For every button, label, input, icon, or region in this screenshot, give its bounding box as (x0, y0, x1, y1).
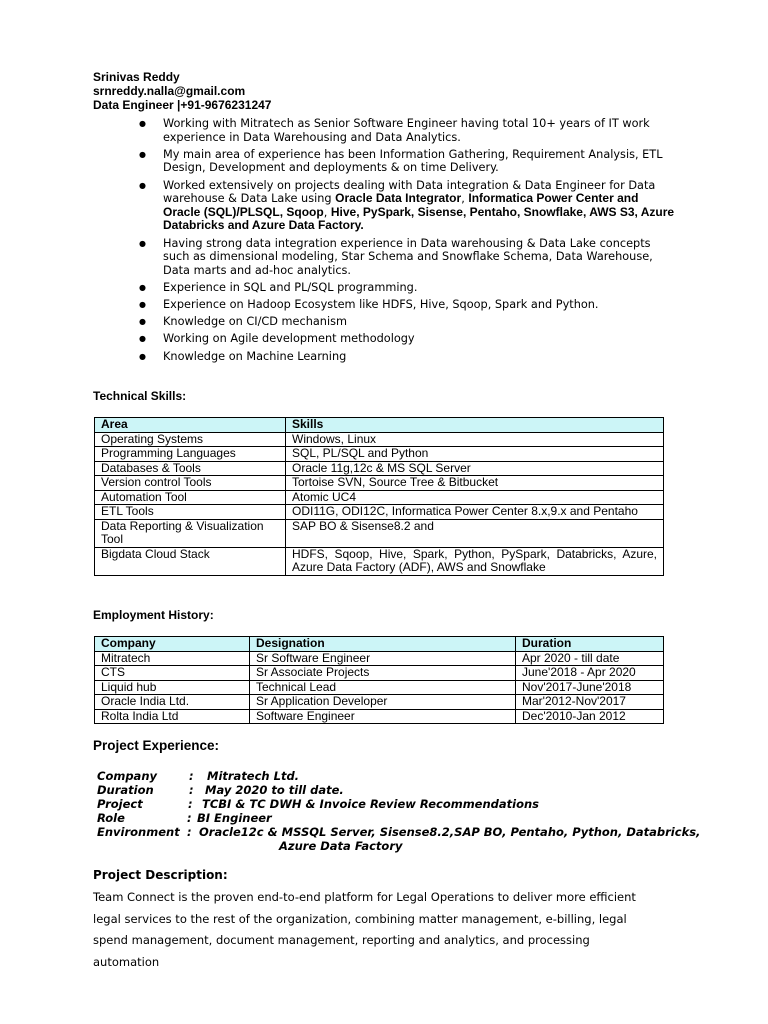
summary-item: ● Working with Mitratech as Senior Software Engineer having total 10+ years of IT work experience in Data Warehousing and Data Analytics. (139, 117, 679, 144)
employer-company: Rolta India Ltd (95, 709, 250, 724)
table-row (95, 709, 664, 724)
table-row (95, 461, 664, 476)
project-experience-title: Project Experience: (93, 738, 220, 753)
project-company-value: Mitratech Ltd. (207, 769, 300, 783)
skill-area: Data Reporting & Visualization Tool (95, 519, 286, 547)
project-company-label: Company (97, 769, 157, 783)
colon-separator: : (188, 797, 193, 811)
skill-value: Windows, Linux (286, 432, 664, 447)
colon-separator: : (189, 769, 194, 783)
project-role-value: BI Engineer (197, 811, 272, 825)
column-header-duration: Duration (516, 637, 664, 652)
project-description-text: Team Connect is the proven end-to-end platform for Legal Operations to deliver more efficient legal services to the rest of the organization, combining matter management, e-billing, legal spend management, document management, reporting and analytics, and processing automation (93, 890, 636, 970)
table-row (95, 680, 664, 695)
skill-area: Version control Tools (95, 476, 286, 491)
column-header-area: Area (95, 418, 286, 433)
skill-value: SAP BO & Sisense8.2 and (286, 519, 664, 547)
resume-header (93, 70, 271, 112)
employer-designation: Software Engineer (250, 709, 516, 724)
summary-item (139, 179, 679, 233)
skill-area: Databases & Tools (95, 461, 286, 476)
project-environment-label: Environment (97, 825, 180, 839)
summary-text: Worked extensively on projects dealing with Data integration & Data Engineer for Data warehouse & Data Lake using (163, 178, 656, 206)
summary-item: ● Working on Agile development methodology (139, 332, 679, 346)
summary-list (139, 117, 679, 367)
project-role-label: Role (97, 811, 125, 825)
table-row (95, 695, 664, 710)
summary-tech-odi: Oracle Data Integrator (335, 191, 462, 206)
employer-duration: Apr 2020 - till date (516, 651, 664, 666)
summary-item: ● Having strong data integration experience in Data warehousing & Data Lake concepts such as dimensional modeling, Star Schema and Snowflake Schema, Data Warehouse, Data marts and ad-hoc analytics. (139, 237, 679, 278)
technical-skills-title: Technical Skills: (93, 389, 187, 403)
employer-duration: Nov'2017-June'2018 (516, 680, 664, 695)
column-header-skills: Skills (286, 418, 664, 433)
table-row (95, 432, 664, 447)
colon-separator: : (187, 811, 192, 825)
skill-area: ETL Tools (95, 505, 286, 520)
employer-designation: Sr Software Engineer (250, 651, 516, 666)
employer-designation: Sr Associate Projects (250, 666, 516, 681)
employer-company: Mitratech (95, 651, 250, 666)
employer-designation: Sr Application Developer (250, 695, 516, 710)
summary-tech-informatica: Informatica Power Center and Oracle (SQL)/PLSQL, Sqoop (163, 191, 639, 219)
technical-skills-table (94, 417, 664, 576)
summary-item: ● Experience on Hadoop Ecosystem like HDFS, Hive, Sqoop, Spark and Python. (139, 298, 679, 312)
skill-value: ODI11G, ODI12C, Informatica Power Center 8.x,9.x and Pentaho (286, 505, 664, 520)
employer-company: Oracle India Ltd. (95, 695, 250, 710)
column-header-company: Company (95, 637, 250, 652)
summary-sep: , (323, 205, 331, 219)
skill-area: Programming Languages (95, 447, 286, 462)
skill-value: Oracle 11g,12c & MS SQL Server (286, 461, 664, 476)
project-duration-value: May 2020 to till date. (205, 783, 344, 797)
skill-area: Bigdata Cloud Stack (95, 547, 286, 575)
table-row (95, 505, 664, 520)
project-environment-value: Oracle12c & MSSQL Server, Sisense8.2,SAP BO, Pentaho, Python, Databricks, (199, 825, 701, 839)
table-header-row (95, 418, 664, 433)
employment-history-table (94, 636, 664, 724)
summary-item: ● Knowledge on CI/CD mechanism (139, 315, 679, 329)
summary-item: ● Knowledge on Machine Learning (139, 350, 679, 364)
table-row (95, 547, 664, 575)
table-row (95, 476, 664, 491)
table-row (95, 651, 664, 666)
employer-duration: Mar'2012-Nov'2017 (516, 695, 664, 710)
project-name-value: TCBI & TC DWH & Invoice Review Recommendations (202, 797, 540, 811)
summary-item: ● Experience in SQL and PL/SQL programming. (139, 281, 679, 295)
colon-separator: : (187, 825, 192, 839)
skill-value: Atomic UC4 (286, 490, 664, 505)
project-description-title: Project Description: (93, 868, 228, 882)
project-name-label: Project (97, 797, 143, 811)
employer-duration: June'2018 - Apr 2020 (516, 666, 664, 681)
skill-value: Tortoise SVN, Source Tree & Bitbucket (286, 476, 664, 491)
summary-item: ● My main area of experience has been Information Gathering, Requirement Analysis, ETL Design, Development and deployments & on time Delivery. (139, 148, 679, 175)
skill-value: HDFS, Sqoop, Hive, Spark, Python, PySpark, Databricks, Azure, Azure Data Factory (ADF), AWS and Snowflake (286, 547, 664, 575)
colon-separator: : (189, 783, 194, 797)
table-row (95, 490, 664, 505)
table-header-row (95, 637, 664, 652)
employer-designation: Technical Lead (250, 680, 516, 695)
summary-sep: , (461, 192, 469, 206)
project-environment-value-continued: Azure Data Factory (279, 839, 403, 853)
summary-tech-stack: Hive, PySpark, Sisense, Pentaho, Snowflake, AWS S3, Azure Databricks and Azure Data Factory. (163, 204, 675, 233)
skill-area: Operating Systems (95, 432, 286, 447)
employer-company: Liquid hub (95, 680, 250, 695)
employment-history-title: Employment History: (93, 608, 214, 622)
skill-area: Automation Tool (95, 490, 286, 505)
table-row (95, 666, 664, 681)
column-header-designation: Designation (250, 637, 516, 652)
table-row (95, 447, 664, 462)
project-duration-label: Duration (97, 783, 154, 797)
employer-duration: Dec'2010-Jan 2012 (516, 709, 664, 724)
candidate-role-phone: Data Engineer |+91-9676231247 (93, 98, 272, 112)
candidate-email: srnreddy.nalla@gmail.com (93, 84, 246, 98)
employer-company: CTS (95, 666, 250, 681)
skill-value: SQL, PL/SQL and Python (286, 447, 664, 462)
table-row (95, 519, 664, 547)
candidate-name: Srinivas Reddy (93, 70, 180, 84)
